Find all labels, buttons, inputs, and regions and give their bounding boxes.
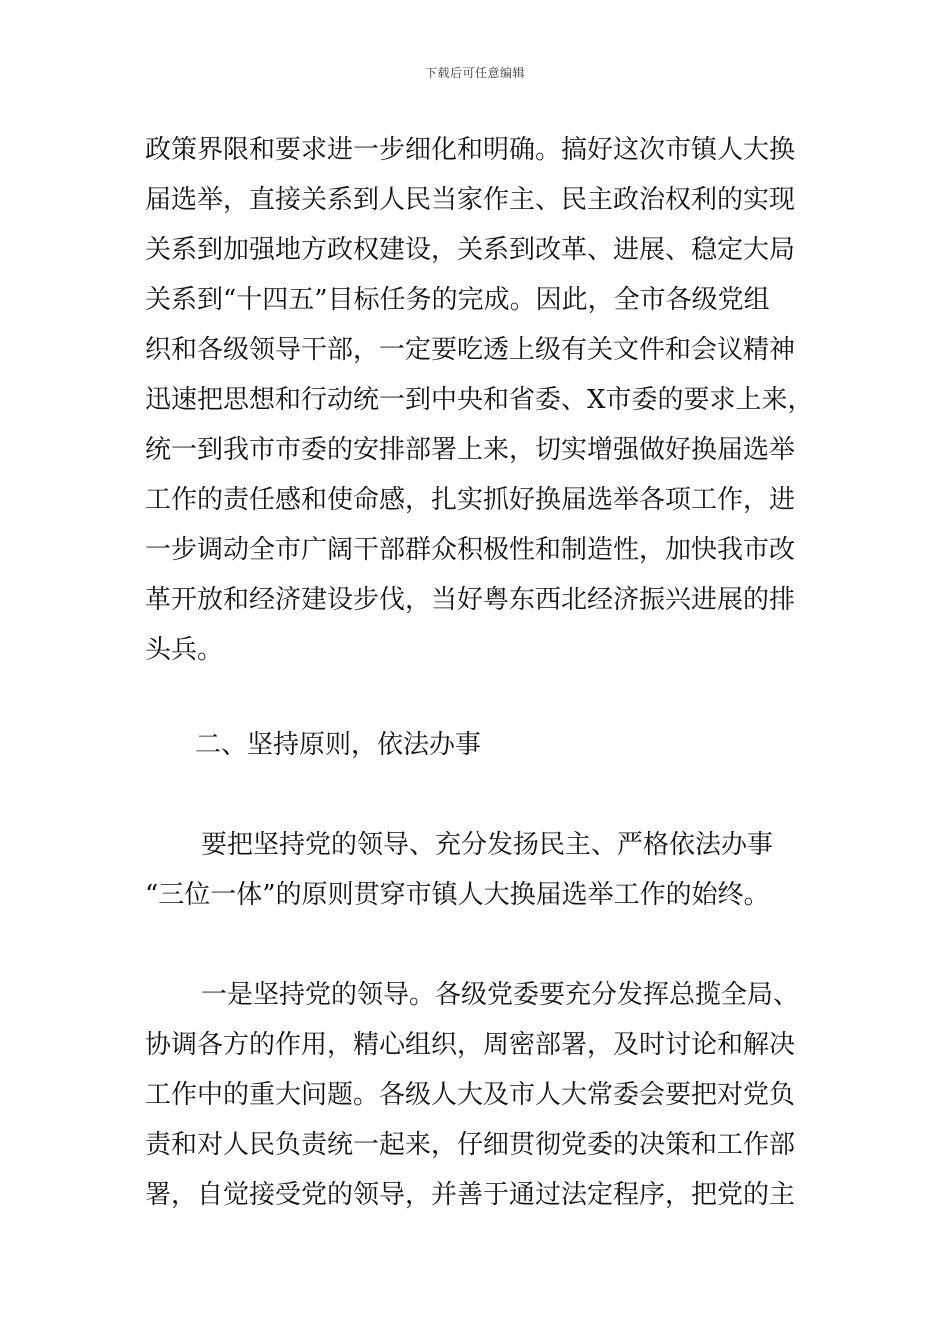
text-line: 织和各级领导干部，一定要吃透上级有关文件和会议精神: [145, 335, 796, 365]
section-heading: [145, 720, 815, 770]
heading-text: 二、坚持原则，依法办事: [195, 730, 482, 760]
paragraph-1: [145, 125, 815, 675]
text-line: 署，自觉接受党的领导，并善于通过法定程序，把党的主: [145, 1180, 796, 1210]
text-line: 协调各方的作用，精心组织，周密部署，及时讨论和解决: [145, 1030, 796, 1060]
text-line: 革开放和经济建设步伐，当好粤东西北经济振兴进展的排: [145, 585, 796, 615]
paragraph-2: [145, 820, 815, 920]
text-line: 要把坚持党的领导、充分发扬民主、严格依法办事: [201, 830, 774, 860]
text-line: 届选举，直接关系到人民当家作主、民主政治权利的实现: [145, 185, 796, 215]
text-line: 责和对人民负责统一起来，仔细贯彻党委的决策和工作部: [145, 1130, 796, 1160]
text-line: 头兵。: [145, 635, 224, 665]
text-line: 统一到我市市委的安排部署上来，切实增强做好换届选举: [145, 435, 796, 465]
text-line: 关系到加强地方政权建设，关系到改革、进展、稳定大局: [145, 235, 796, 265]
text-line: 迅速把思想和行动统一到中央和省委、X市委的要求上来，: [145, 385, 814, 415]
text-line: 工作的责任感和使命感，扎实抓好换届选举各项工作，进: [145, 485, 796, 515]
text-line: 政策界限和要求进一步细化和明确。搞好这次市镇人大换: [145, 135, 796, 165]
text-line: 一步调动全市广阔干部群众积极性和制造性，加快我市改: [145, 535, 796, 565]
text-line: “三位一体”的原则贯穿市镇人大换届选举工作的始终。: [145, 880, 770, 910]
text-line: 工作中的重大问题。各级人大及市人大常委会要把对党负: [145, 1080, 796, 1110]
page-header: 下载后可任意编辑: [424, 66, 525, 80]
text-line: 一是坚持党的领导。各级党委要充分发挥总揽全局、: [201, 980, 800, 1010]
paragraph-3: [145, 970, 815, 1220]
text-line: 关系到“十四五”目标任务的完成。因此，全市各级党组: [145, 285, 770, 315]
